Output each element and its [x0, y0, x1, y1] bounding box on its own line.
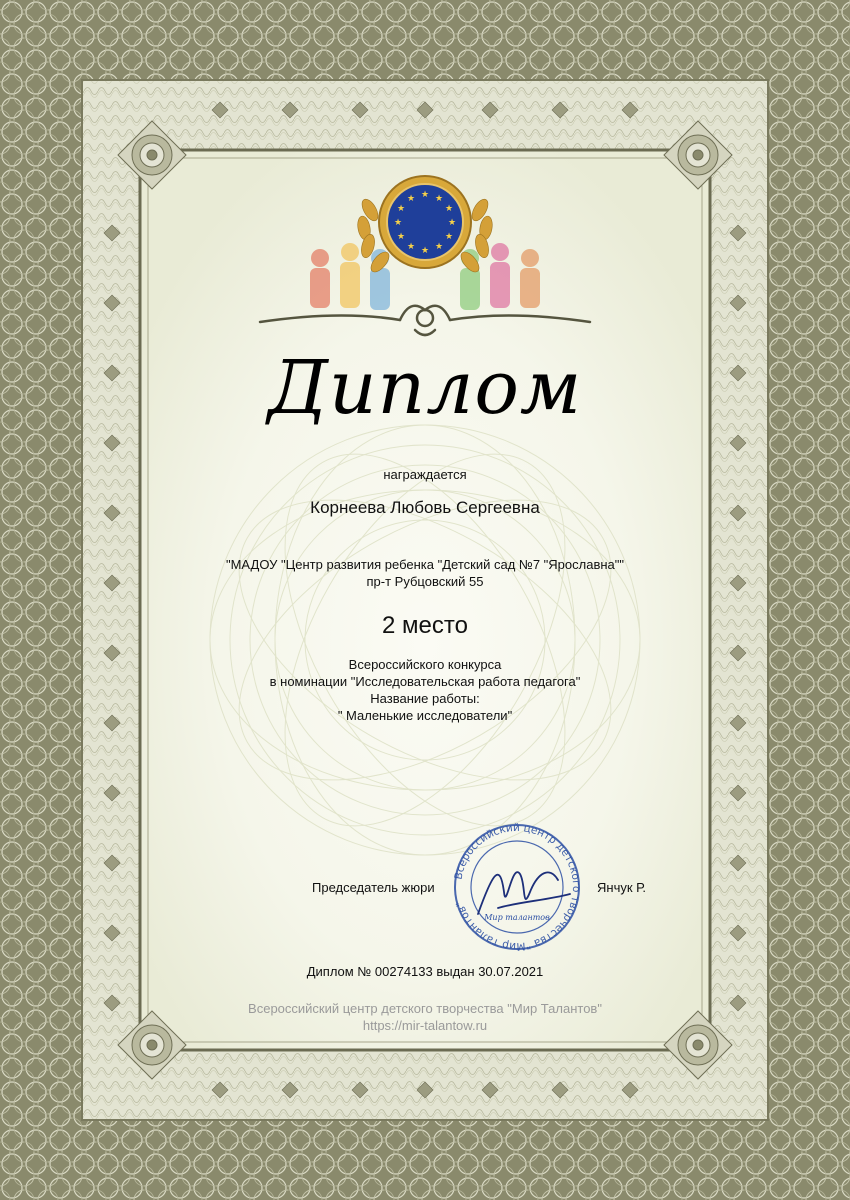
svg-text:★: ★: [434, 242, 444, 252]
svg-text:★: ★: [406, 242, 416, 252]
svg-text:★: ★: [396, 204, 406, 214]
signature-scribble: [478, 872, 570, 914]
contest-info: [0, 656, 850, 724]
organization-line-1: "МАДОУ "Центр развития ребенка "Детский сад №7 "Ярославна"": [225, 557, 625, 572]
awarded-label: награждается: [383, 467, 467, 482]
svg-text:★: ★: [396, 232, 406, 242]
svg-text:★: ★: [393, 218, 403, 228]
svg-text:★: ★: [406, 194, 416, 204]
svg-text:★: ★: [420, 190, 430, 200]
organization-line-2: пр-т Рубцовский 55: [366, 574, 484, 589]
contest-line-1: Всероссийского конкурса: [348, 657, 502, 672]
footer: [0, 1000, 850, 1034]
footer-url: https://mir-talantow.ru: [362, 1018, 488, 1033]
footer-organization: Всероссийский центр детского творчества "Мир Талантов": [248, 1001, 602, 1016]
stamp-outer-text: Всероссийский центр детского творчества "Мир талантов": [452, 822, 583, 952]
signature-label: Председатель жюри: [312, 880, 435, 895]
contest-line-2: в номинации "Исследовательская работа педагога": [269, 674, 581, 689]
svg-text:★: ★: [447, 218, 457, 228]
recipient-name: Корнеева Любовь Сергеевна: [310, 498, 540, 517]
place-award: 2 место: [382, 612, 468, 639]
svg-text:★: ★: [420, 246, 430, 256]
contest-line-3: Название работы:: [370, 691, 480, 706]
svg-text:★: ★: [444, 232, 454, 242]
signature-name: Янчук Р.: [597, 880, 646, 895]
contest-line-4: " Маленькие исследователи": [337, 708, 513, 723]
diploma-title: Диплом: [267, 345, 583, 431]
stamp-inner-text: Мир талантов: [484, 913, 550, 922]
diploma-number: Диплом № 00274133 выдан 30.07.2021: [306, 964, 544, 979]
svg-text:★: ★: [434, 194, 444, 204]
official-stamp: [438, 822, 596, 952]
organization: [0, 556, 850, 590]
svg-text:★: ★: [444, 204, 454, 214]
